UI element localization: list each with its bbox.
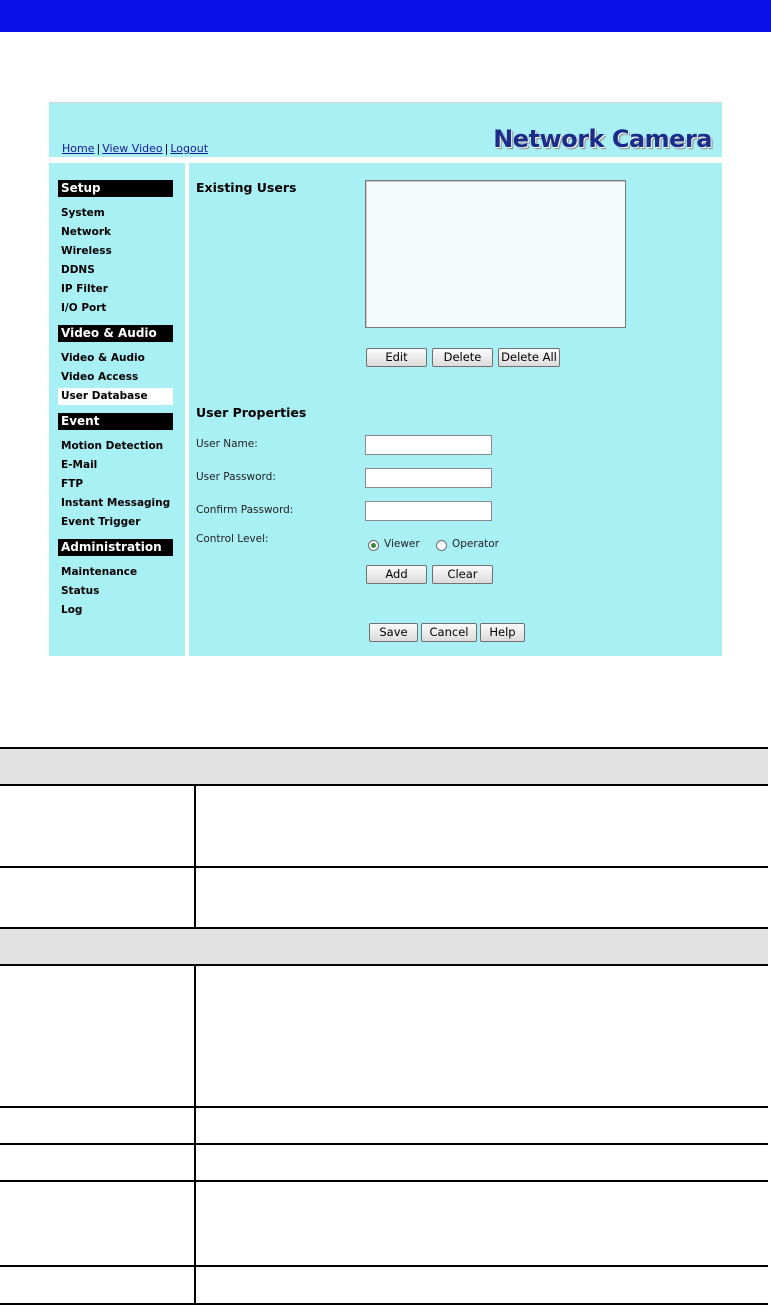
table-cell — [196, 786, 768, 866]
table-cell — [0, 868, 196, 927]
edit-button[interactable]: Edit — [366, 348, 427, 367]
operator-radio-label: Operator — [452, 538, 499, 550]
table-cell — [196, 1145, 768, 1180]
table-row — [0, 966, 768, 1108]
sidebar-item-system[interactable]: System — [61, 207, 105, 219]
delete-all-button[interactable]: Delete All — [498, 348, 560, 367]
existing-users-heading: Existing Users — [196, 180, 297, 195]
sidebar-item-maintenance[interactable]: Maintenance — [61, 566, 138, 578]
main-panel — [189, 163, 722, 656]
sidebar-item-ftp[interactable]: FTP — [61, 478, 84, 490]
existing-users-list[interactable] — [365, 180, 626, 328]
home-link[interactable]: Home — [62, 142, 95, 155]
table-header-row — [0, 749, 768, 786]
table-cell — [0, 1145, 196, 1180]
table-cell — [0, 1182, 196, 1265]
table-cell — [196, 966, 768, 1106]
sidebar-item-ip-filter[interactable]: IP Filter — [61, 283, 108, 295]
table-header-row — [0, 929, 768, 966]
sidebar-item-email[interactable]: E-Mail — [61, 459, 98, 471]
sidebar-item-video-audio[interactable]: Video & Audio — [61, 352, 145, 364]
table-cell — [196, 868, 768, 927]
table-cell — [0, 1108, 196, 1143]
table-cell — [196, 1108, 768, 1143]
table-cell — [0, 966, 196, 1106]
table-row — [0, 868, 768, 929]
cancel-button[interactable]: Cancel — [421, 623, 477, 642]
sidebar-item-status[interactable]: Status — [61, 585, 100, 597]
brand-logo: Network Camera — [493, 125, 712, 153]
operator-radio[interactable] — [436, 540, 447, 551]
user-name-label: User Name: — [196, 438, 258, 450]
table-row — [0, 1182, 768, 1267]
user-password-label: User Password: — [196, 471, 276, 483]
sidebar-item-network[interactable]: Network — [61, 226, 112, 238]
clear-button[interactable]: Clear — [432, 565, 493, 584]
user-name-input[interactable] — [365, 435, 492, 455]
logout-link[interactable]: Logout — [170, 142, 209, 155]
sidebar-item-log[interactable]: Log — [61, 604, 83, 616]
sidebar-item-instant-messaging[interactable]: Instant Messaging — [61, 497, 171, 509]
link-separator: | — [164, 142, 169, 155]
view-video-link[interactable]: View Video — [102, 142, 163, 155]
sidebar — [49, 163, 185, 656]
user-properties-heading: User Properties — [196, 405, 307, 420]
table-cell — [0, 1267, 196, 1303]
table-cell — [196, 1182, 768, 1265]
control-level-label: Control Level: — [196, 533, 269, 545]
sidebar-item-wireless[interactable]: Wireless — [61, 245, 112, 257]
section-event: Event — [58, 413, 173, 430]
section-administration: Administration — [58, 539, 173, 556]
sidebar-item-ddns[interactable]: DDNS — [61, 264, 95, 276]
table-row — [0, 1267, 768, 1305]
camera-setup-screenshot — [49, 102, 722, 656]
save-button[interactable]: Save — [369, 623, 418, 642]
sidebar-item-event-trigger[interactable]: Event Trigger — [61, 516, 141, 528]
table-row — [0, 1108, 768, 1145]
help-button[interactable]: Help — [480, 623, 525, 642]
sidebar-item-motion-detection[interactable]: Motion Detection — [61, 440, 164, 452]
delete-button[interactable]: Delete — [432, 348, 493, 367]
sidebar-item-user-database[interactable]: User Database — [58, 388, 173, 405]
table-row — [0, 786, 768, 868]
confirm-password-label: Confirm Password: — [196, 504, 294, 516]
sidebar-item-video-access[interactable]: Video Access — [61, 371, 139, 383]
top-banner — [0, 0, 771, 32]
table-row — [0, 1145, 768, 1182]
add-button[interactable]: Add — [366, 565, 427, 584]
viewer-radio-label: Viewer — [384, 538, 420, 550]
table-cell — [0, 786, 196, 866]
description-table — [0, 747, 768, 1305]
header-nav — [62, 142, 208, 155]
user-password-input[interactable] — [365, 468, 492, 488]
page-header — [49, 102, 722, 160]
table-cell — [196, 1267, 768, 1303]
section-video-audio: Video & Audio — [58, 325, 173, 342]
link-separator: | — [96, 142, 101, 155]
sidebar-item-io-port[interactable]: I/O Port — [61, 302, 107, 314]
confirm-password-input[interactable] — [365, 501, 492, 521]
viewer-radio[interactable] — [368, 540, 379, 551]
section-setup: Setup — [58, 180, 173, 197]
